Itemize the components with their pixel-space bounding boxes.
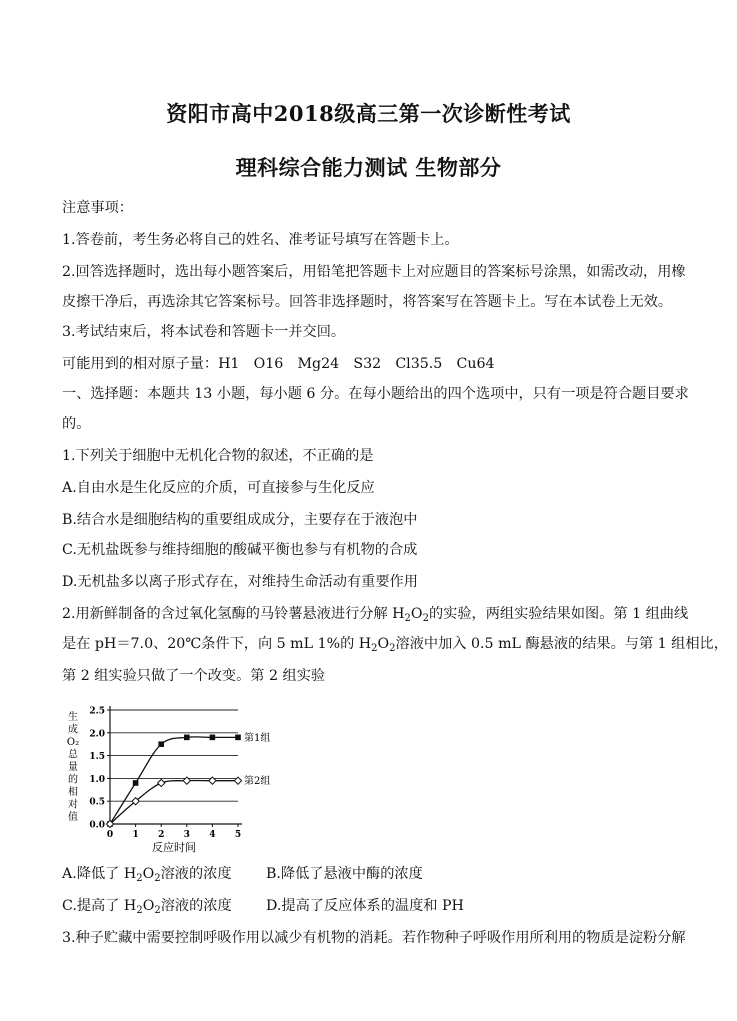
chart-y-label-char: 值	[68, 812, 78, 823]
chart-y-tick-label: 0.5	[89, 797, 105, 808]
chart-x-tick-label: 2	[158, 830, 165, 840]
chart-x-tick-label: 0	[106, 830, 114, 840]
note-item-2-line-1: 2.回答选择题时，选出每小题答案后，用铅笔把答题卡上对应题目的答案标号涂黑，如需改动，用橡	[62, 264, 686, 280]
chart-y-label-char: O₂	[66, 737, 80, 748]
chart-series-line-2	[110, 781, 238, 824]
chart-y-tick-label: 1.0	[89, 774, 105, 785]
chart-point-square	[210, 735, 216, 741]
chart-y-tick-label: 2.5	[89, 706, 105, 717]
chart-y-label-char: 生	[68, 712, 78, 723]
notes-heading: 注意事项：	[62, 200, 133, 216]
chart-x-tick-label: 4	[209, 830, 216, 840]
chart-x-tick-label: 1	[132, 830, 139, 840]
atomic-masses: 可能用到的相对原子量：H1 O16 Mg24 S32 Cl35.5 Cu64	[62, 356, 495, 372]
chart-y-tick-label: 0.0	[89, 820, 105, 831]
exam-subtitle: 理科综合能力测试 生物部分	[235, 155, 502, 180]
chart-point-square	[133, 780, 139, 786]
chart-series-label-1: 第1组	[244, 732, 271, 744]
chart-x-axis-label: 反应时间	[152, 841, 196, 854]
chart-y-tick-label: 1.5	[89, 752, 105, 763]
q1-option-d: D.无机盐多以离子形式存在，对维持生命活动有重要作用	[62, 574, 418, 590]
q3-stem: 3.种子贮藏中需要控制呼吸作用以减少有机物的消耗。若作物种子呼吸作用所利用的物质是淀粉分解	[62, 930, 686, 946]
o2-reaction-chart	[62, 700, 302, 855]
chart-point-diamond	[158, 779, 165, 786]
q2-stem-line-2: 是在 pH＝7.0、20℃条件下，向 5 mL 1%的 $H_2O_2$溶液中加入 0.5 mL 酶悬液的结果。与第 1 组相比，	[62, 636, 728, 654]
q2-option-a: A.降低了 $H_2O_2$溶液的浓度	[62, 866, 232, 884]
chart-y-label-char: 相	[68, 787, 78, 798]
q1-stem: 1.下列关于细胞中无机化合物的叙述，不正确的是	[62, 448, 374, 464]
chart-y-label-char: 的	[68, 774, 78, 786]
q1-option-c: C.无机盐既参与维持细胞的酸碱平衡也参与有机物的合成	[62, 542, 418, 558]
chart-x-tick-label: 5	[234, 830, 242, 840]
chart-y-axis-label	[67, 710, 79, 823]
chart-series-label-2: 第2组	[244, 776, 271, 788]
q1-option-a: A.自由水是生化反应的介质，可直接参与生化反应	[62, 480, 375, 496]
note-item-3: 3.考试结束后，将本试卷和答题卡一并交回。	[62, 324, 346, 340]
section-intro-line-2: 的。	[62, 416, 91, 432]
chart-point-square	[158, 741, 164, 747]
note-item-2-line-2: 皮擦干净后，再选涂其它答案标号。回答非选择题时，将答案写在答题卡上。写在本试卷上无效。	[62, 294, 673, 310]
chart-y-label-char: 量	[68, 762, 78, 773]
section-intro-line-1: 一、选择题：本题共 13 小题，每小题 6 分。在每小题给出的四个选项中，只有一项是符合题目要求	[62, 386, 689, 402]
chart-x-tick-label: 3	[183, 830, 190, 840]
exam-title: 资阳市高中2018级高三第一次诊断性考试	[166, 101, 571, 126]
note-item-1: 1.答卷前，考生务必将自己的姓名、准考证号填写在答题卡上。	[62, 232, 459, 248]
q2-option-d: D.提高了反应体系的温度和 PH	[266, 898, 464, 914]
chart-y-label-char: 成	[68, 724, 78, 736]
chart-point-square	[235, 735, 241, 741]
q2-option-b: B.降低了悬液中酶的浓度	[266, 866, 423, 882]
q2-option-c: C.提高了 $H_2O_2$溶液的浓度	[62, 898, 232, 916]
chart-y-label-char: 对	[68, 799, 78, 811]
chart-y-tick-label: 2.0	[89, 729, 105, 740]
q2-stem-line-1: 2.用新鲜制备的含过氧化氢酶的马铃薯悬液进行分解 $H_2O_2$的实验，两组实验结果如图。第 1 组曲线	[62, 606, 689, 624]
chart-y-label-char: 总	[68, 749, 78, 761]
chart-point-square	[184, 735, 190, 741]
q1-option-b: B.结合水是细胞结构的重要组成成分，主要存在于液泡中	[62, 512, 418, 528]
q2-stem-line-3: 第 2 组实验只做了一个改变。第 2 组实验	[62, 668, 326, 684]
